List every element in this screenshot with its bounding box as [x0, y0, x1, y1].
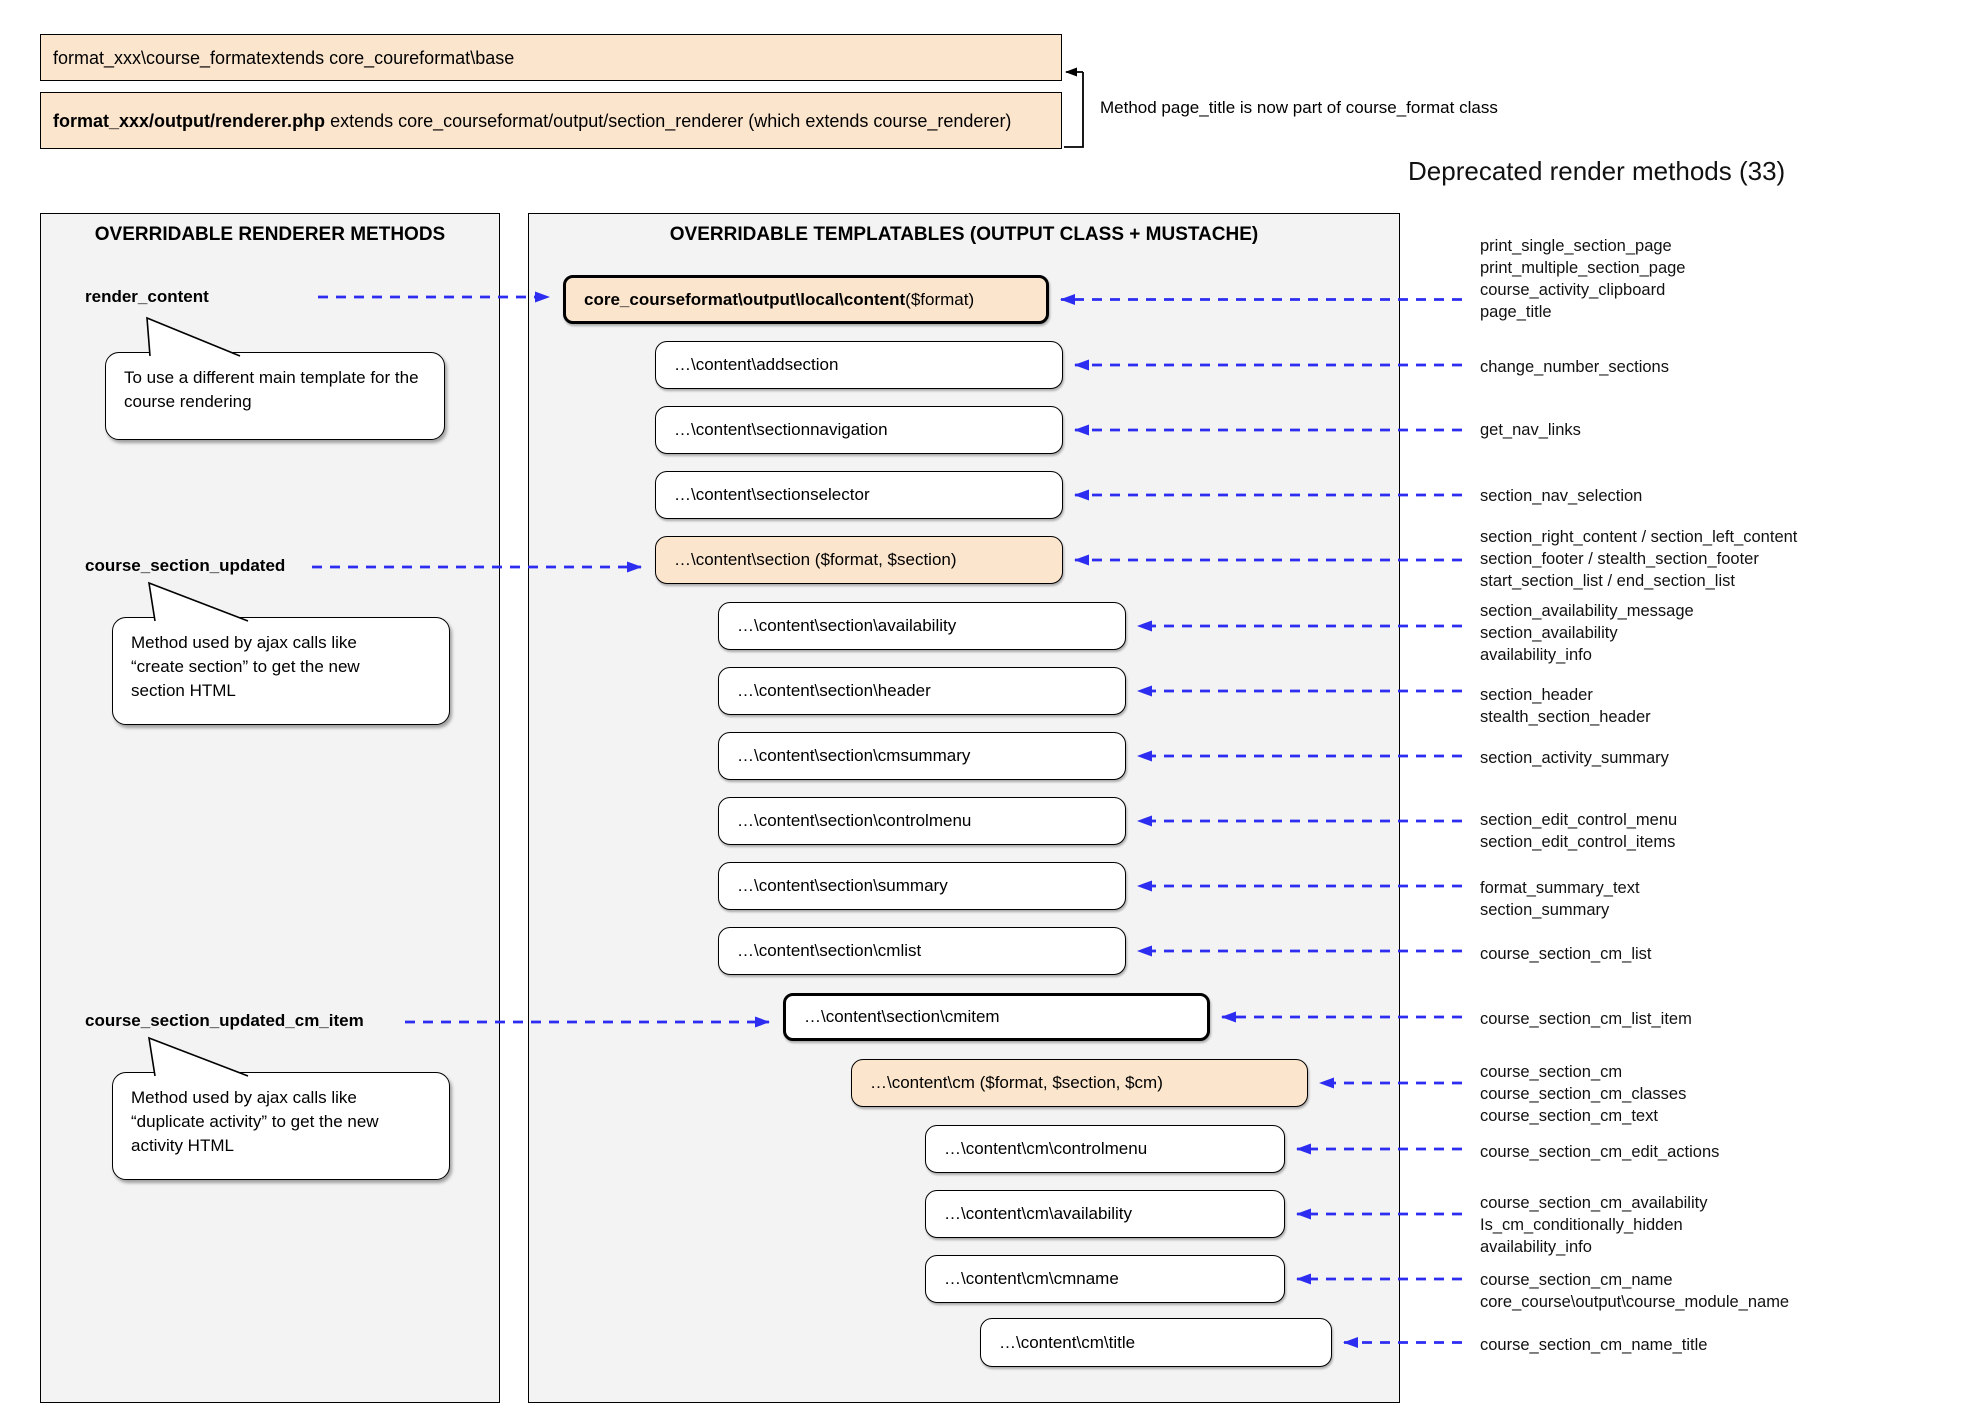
- deprecated-group-10: [1480, 943, 1652, 965]
- deprecated-group-3: [1480, 485, 1642, 507]
- deprecated-method: course_section_cm_list_item: [1480, 1010, 1692, 1028]
- deprecated-method: print_single_section_page: [1480, 237, 1672, 255]
- deprecated-method: section_right_content / section_left_content: [1480, 528, 1798, 546]
- deprecated-method: stealth_section_header: [1480, 708, 1651, 726]
- template-box-label: …\content\section\cmsummary: [737, 746, 971, 765]
- deprecated-method: availability_info: [1480, 646, 1592, 664]
- deprecated-method: section_summary: [1480, 901, 1610, 919]
- deprecated-method: course_section_cm_name: [1480, 1271, 1673, 1289]
- template-box-content-section-format-section: [655, 536, 1063, 584]
- deprecated-method: page_title: [1480, 303, 1552, 321]
- template-box-content-sectionnavigation: [655, 406, 1063, 454]
- deprecated-group-6: [1480, 684, 1651, 728]
- template-box-label: …\content\section\summary: [737, 876, 948, 895]
- templatables-panel-title: OVERRIDABLE TEMPLATABLES (OUTPUT CLASS + MUSTACHE): [669, 224, 1259, 245]
- deprecated-method: format_summary_text: [1480, 879, 1640, 897]
- deprecated-method: section_nav_selection: [1480, 487, 1643, 505]
- template-box-content-sectionselector: [655, 471, 1063, 519]
- deprecated-group-0: [1480, 235, 1685, 323]
- template-box-content-addsection: [655, 341, 1063, 389]
- template-box-label: …\content\cm\title: [999, 1332, 1136, 1352]
- deprecated-group-12: [1480, 1061, 1686, 1127]
- callout-course-section-updated-cm-item: [112, 1072, 450, 1180]
- deprecated-method: section_footer / stealth_section_footer: [1480, 550, 1759, 568]
- deprecated-group-5: [1480, 600, 1694, 666]
- template-box-label: …\content\section\cmitem: [804, 1007, 1000, 1026]
- template-box-label: …\content\cm ($format, $section, $cm): [870, 1073, 1163, 1092]
- template-box-rest: ($format): [905, 289, 975, 309]
- deprecated-method: course_section_cm_list: [1480, 945, 1652, 963]
- renderer-methods-panel-title: OVERRIDABLE RENDERER METHODS: [94, 224, 446, 245]
- class-box-bold: format_xxx\course_format: [53, 47, 262, 68]
- deprecated-method: course_section_cm_text: [1480, 1107, 1658, 1125]
- class-box-course-format: [40, 34, 1062, 81]
- template-box-label: …\content\section\cmlist: [737, 941, 922, 960]
- template-box-content-cm-title: [980, 1318, 1332, 1367]
- callout-render-content: [105, 352, 445, 440]
- deprecated-method: section_edit_control_menu: [1480, 811, 1678, 829]
- deprecated-method: course_activity_clipboard: [1480, 281, 1666, 299]
- template-box-label: …\content\section\header: [737, 681, 931, 700]
- template-box-label: …\content\cm\availability: [944, 1204, 1133, 1223]
- template-box-bold: core_courseformat\output\local\content: [584, 289, 906, 309]
- deprecated-method: print_multiple_section_page: [1480, 259, 1686, 277]
- deprecated-method: get_nav_links: [1480, 421, 1581, 439]
- template-box-content-section-cmitem: [783, 993, 1210, 1041]
- deprecated-method: course_section_cm_availability: [1480, 1194, 1708, 1212]
- deprecated-method: course_section_cm_edit_actions: [1480, 1143, 1720, 1161]
- deprecated-method: core_course\output\course_module_name: [1480, 1293, 1790, 1311]
- deprecated-group-14: [1480, 1192, 1707, 1258]
- method-course-section-updated: course_section_updated: [85, 556, 286, 575]
- template-box-content-section-controlmenu: [718, 797, 1126, 845]
- deprecated-group-7: [1480, 747, 1669, 769]
- deprecated-group-11: [1480, 1008, 1692, 1030]
- bracket: [1064, 72, 1083, 147]
- template-box-label: …\content\section\availability: [737, 616, 957, 635]
- method-course-section-updated-cm-item: course_section_updated_cm_item: [85, 1011, 364, 1030]
- callout-text: Method used by ajax calls like “duplicate activity” to get the new activity HTML: [131, 1088, 379, 1155]
- callout-text: To use a different main template for the course rendering: [124, 368, 419, 411]
- template-box-content-cm-controlmenu: [925, 1125, 1285, 1173]
- deprecated-group-4: [1480, 526, 1797, 592]
- template-box-content-section-cmlist: [718, 927, 1126, 975]
- deprecated-group-1: [1480, 356, 1669, 378]
- class-box-bold: format_xxx/output/renderer.php: [53, 110, 326, 131]
- template-box-label: …\content\cm\controlmenu: [944, 1139, 1148, 1158]
- template-box-label: …\content\addsection: [674, 355, 839, 374]
- template-box-label: …\content\cm\cmname: [944, 1269, 1119, 1288]
- deprecated-method: availability_info: [1480, 1238, 1592, 1256]
- template-box-label: …\content\section\controlmenu: [737, 811, 972, 830]
- class-box-rest: extends core_courseformat/output/section_renderer (which extends course_renderer): [325, 110, 1012, 131]
- deprecated-group-15: [1480, 1269, 1789, 1313]
- template-box-label: …\content\sectionnavigation: [674, 420, 888, 439]
- deprecated-method: section_activity_summary: [1480, 749, 1669, 767]
- deprecated-group-2: [1480, 419, 1581, 441]
- deprecated-method: section_header: [1480, 686, 1593, 704]
- deprecated-method: start_section_list / end_section_list: [1480, 572, 1735, 590]
- class-box-renderer: [40, 92, 1062, 149]
- template-box-content-cm-format-section-cm: [851, 1059, 1308, 1107]
- deprecated-group-16: [1480, 1334, 1707, 1356]
- template-box-content-section-header: [718, 667, 1126, 715]
- deprecated-method: course_section_cm_classes: [1480, 1085, 1687, 1103]
- template-box-label: …\content\sectionselector: [674, 485, 870, 504]
- template-box-content-section-summary: [718, 862, 1126, 910]
- template-box-content-cm-availability: [925, 1190, 1285, 1238]
- deprecated-method: section_availability_message: [1480, 602, 1694, 620]
- deprecated-title: Deprecated render methods (33): [1408, 156, 1786, 186]
- template-box-content-cm-cmname: [925, 1255, 1285, 1303]
- method-render-content: render_content: [85, 287, 209, 306]
- deprecated-method: Is_cm_conditionally_hidden: [1480, 1216, 1683, 1234]
- template-box-label: …\content\section ($format, $section): [674, 550, 957, 569]
- deprecated-method: change_number_sections: [1480, 358, 1669, 376]
- template-box-content-section-cmsummary: [718, 732, 1126, 780]
- deprecated-group-8: [1480, 809, 1677, 853]
- deprecated-group-9: [1480, 877, 1640, 921]
- template-box-content-section-availability: [718, 602, 1126, 650]
- deprecated-method: section_edit_control_items: [1480, 833, 1676, 851]
- template-box-core-courseformat-output-local-content: [563, 275, 1049, 324]
- deprecated-group-13: [1480, 1141, 1719, 1163]
- callout-text: Method used by ajax calls like “create section” to get the new section HTML: [131, 633, 360, 700]
- deprecated-method: course_section_cm_name_title: [1480, 1336, 1708, 1354]
- callout-course-section-updated: [112, 617, 450, 725]
- bracket-note: Method page_title is now part of course_format class: [1100, 98, 1498, 117]
- deprecated-method: course_section_cm: [1480, 1063, 1623, 1081]
- deprecated-method: section_availability: [1480, 624, 1618, 642]
- class-box-rest: extends core_coureformat\base: [261, 47, 515, 68]
